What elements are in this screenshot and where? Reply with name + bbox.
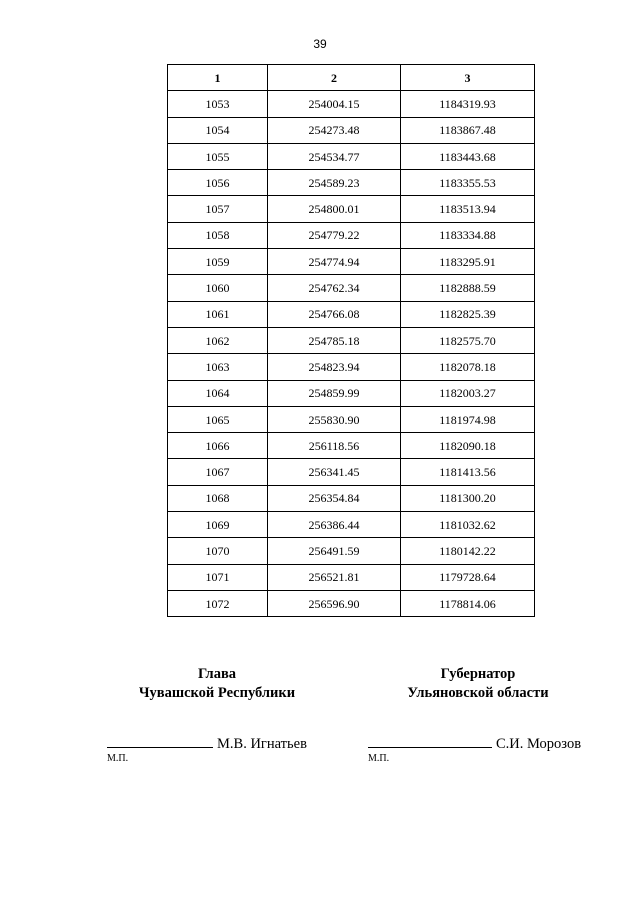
table-cell: 256386.44 xyxy=(268,512,401,538)
table-cell: 1062 xyxy=(168,327,268,353)
table-row xyxy=(168,380,535,406)
table-cell: 256118.56 xyxy=(268,433,401,459)
table-cell: 254273.48 xyxy=(268,117,401,143)
signature-blank xyxy=(368,735,492,748)
table-cell: 1058 xyxy=(168,222,268,248)
table-cell: 1065 xyxy=(168,406,268,432)
table-cell: 254785.18 xyxy=(268,327,401,353)
table-cell: 1183355.53 xyxy=(401,170,535,196)
table-row xyxy=(168,433,535,459)
table-cell: 1063 xyxy=(168,354,268,380)
left-signatory-name: М.В. Игнатьев xyxy=(217,736,307,752)
table-cell: 254762.34 xyxy=(268,275,401,301)
coordinates-table xyxy=(167,64,535,617)
table-cell: 256596.90 xyxy=(268,590,401,616)
table-cell: 1183513.94 xyxy=(401,196,535,222)
left-title-line-2: Чувашской Республики xyxy=(138,685,296,701)
table-cell: 1059 xyxy=(168,249,268,275)
table-row xyxy=(168,590,535,616)
table-row xyxy=(168,143,535,169)
table-cell: 1184319.93 xyxy=(401,91,535,117)
table-row xyxy=(168,222,535,248)
table-cell: 254774.94 xyxy=(268,249,401,275)
table-row xyxy=(168,485,535,511)
left-title-line-1: Глава xyxy=(197,666,237,682)
table-row xyxy=(168,327,535,353)
table-cell: 256521.81 xyxy=(268,564,401,590)
table-cell: 256491.59 xyxy=(268,538,401,564)
table-row xyxy=(168,117,535,143)
table-row xyxy=(168,459,535,485)
table-row xyxy=(168,249,535,275)
table-cell: 1179728.64 xyxy=(401,564,535,590)
table-cell: 1060 xyxy=(168,275,268,301)
table-cell: 1181974.98 xyxy=(401,406,535,432)
table-cell: 1072 xyxy=(168,590,268,616)
table-cell: 1183867.48 xyxy=(401,117,535,143)
table-cell: 1183295.91 xyxy=(401,249,535,275)
table-cell: 255830.90 xyxy=(268,406,401,432)
right-signature-line xyxy=(368,735,581,753)
table-cell: 1182825.39 xyxy=(401,301,535,327)
table-cell: 1182078.18 xyxy=(401,354,535,380)
left-signatory-title xyxy=(117,665,317,703)
table-cell: 1061 xyxy=(168,301,268,327)
table-cell: 1069 xyxy=(168,512,268,538)
table-cell: 254779.22 xyxy=(268,222,401,248)
page-number: 39 xyxy=(313,37,327,51)
table-header-row xyxy=(168,65,535,91)
signature-blank xyxy=(107,735,213,748)
table-cell: 256354.84 xyxy=(268,485,401,511)
table-cell: 1067 xyxy=(168,459,268,485)
table-cell: 1182888.59 xyxy=(401,275,535,301)
right-title-line-2: Ульяновской области xyxy=(407,685,549,701)
table-cell: 254823.94 xyxy=(268,354,401,380)
column-header: 2 xyxy=(268,65,401,91)
table-row xyxy=(168,406,535,432)
table-cell: 1183334.88 xyxy=(401,222,535,248)
table-cell: 1180142.22 xyxy=(401,538,535,564)
right-signatory-title xyxy=(374,665,582,703)
table-cell: 1071 xyxy=(168,564,268,590)
table-cell: 1183443.68 xyxy=(401,143,535,169)
table-row xyxy=(168,196,535,222)
table-cell: 1181300.20 xyxy=(401,485,535,511)
table-cell: 254766.08 xyxy=(268,301,401,327)
table-cell: 1070 xyxy=(168,538,268,564)
right-title-line-1: Губернатор xyxy=(440,666,516,682)
table-cell: 1178814.06 xyxy=(401,590,535,616)
table-cell: 1066 xyxy=(168,433,268,459)
table-cell: 254004.15 xyxy=(268,91,401,117)
table-row xyxy=(168,538,535,564)
column-header: 3 xyxy=(401,65,535,91)
table-cell: 254589.23 xyxy=(268,170,401,196)
table-row xyxy=(168,170,535,196)
table-cell: 1053 xyxy=(168,91,268,117)
column-header: 1 xyxy=(168,65,268,91)
table-cell: 1182575.70 xyxy=(401,327,535,353)
table-cell: 1181413.56 xyxy=(401,459,535,485)
table-row xyxy=(168,512,535,538)
table-cell: 1182003.27 xyxy=(401,380,535,406)
table-row xyxy=(168,564,535,590)
table-row xyxy=(168,301,535,327)
left-stamp-label: М.П. xyxy=(107,753,129,764)
table-row xyxy=(168,275,535,301)
table-cell: 1181032.62 xyxy=(401,512,535,538)
table-cell: 254859.99 xyxy=(268,380,401,406)
table-cell: 1057 xyxy=(168,196,268,222)
table-cell: 1056 xyxy=(168,170,268,196)
table-cell: 254534.77 xyxy=(268,143,401,169)
table-cell: 1068 xyxy=(168,485,268,511)
table-cell: 254800.01 xyxy=(268,196,401,222)
table-body xyxy=(168,91,535,617)
table-row xyxy=(168,354,535,380)
table-cell: 1054 xyxy=(168,117,268,143)
table-row xyxy=(168,91,535,117)
table-cell: 1055 xyxy=(168,143,268,169)
table-cell: 256341.45 xyxy=(268,459,401,485)
right-signatory-name: С.И. Морозов xyxy=(496,736,582,752)
right-stamp-label: М.П. xyxy=(368,753,390,764)
table-cell: 1064 xyxy=(168,380,268,406)
table-cell: 1182090.18 xyxy=(401,433,535,459)
left-signature-line xyxy=(107,735,307,753)
